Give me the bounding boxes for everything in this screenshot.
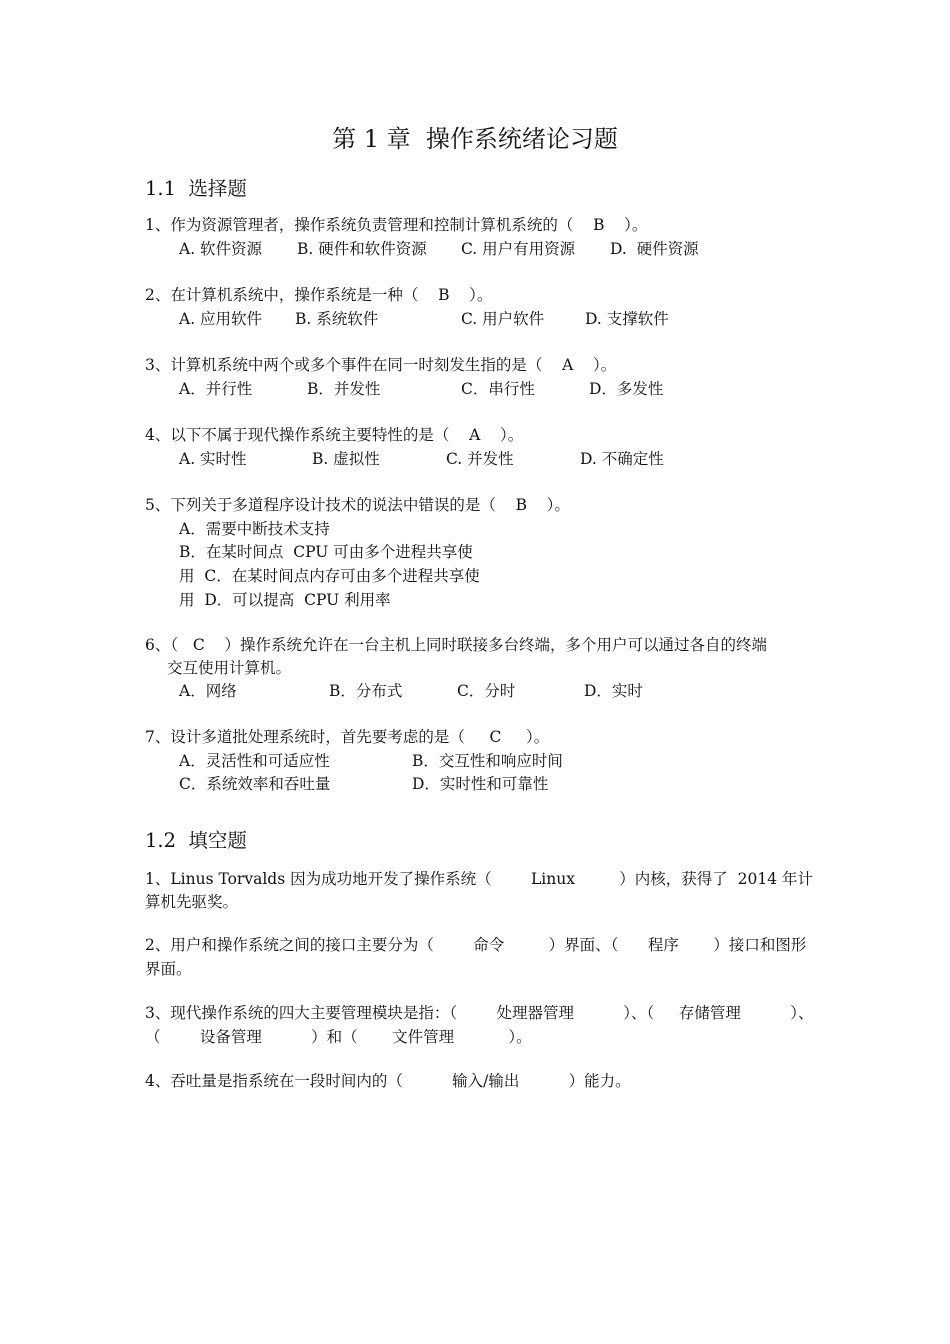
option-line: 用 C．在某时间点内存可由多个进程共享使 [179,567,480,585]
question-1: 1、作为资源管理者，操作系统负责管理和控制计算机系统的（ B ）。 [145,216,648,234]
option: D．实时 [584,682,643,700]
option: A．灵活性和可适应性 [179,752,330,770]
fill-item-3: 3、现代操作系统的四大主要管理模块是指：（ 处理器管理 ）、（ 存储管理 ）、 [145,1004,814,1022]
option: C．分时 [457,682,516,700]
option: B．分布式 [329,682,403,700]
option: D．实时性和可靠性 [412,775,549,793]
option: A．并行性 [179,380,253,398]
option: C. 用户软件 [461,310,545,328]
option-line: 用 D．可以提高 CPU 利用率 [179,591,391,609]
option: A. 软件资源 [179,240,263,258]
question-3: 3、计算机系统中两个或多个事件在同一时刻发生指的是（ A ）。 [145,356,617,374]
option-line: A．需要中断技术支持 [179,520,330,538]
question-2: 2、在计算机系统中，操作系统是一种（ B ）。 [145,286,493,304]
question-7: 7、设计多道批处理系统时，首先要考虑的是（ C ）。 [145,728,550,746]
option: A. 应用软件 [179,310,263,328]
option: B．并发性 [307,380,381,398]
option: D. 硬件资源 [610,240,699,258]
fill-item-4: 4、吞吐量是指系统在一段时间内的（ 输入/输出 ）能力。 [145,1072,631,1090]
fill-item-2: 2、用户和操作系统之间的接口主要分为（ 命令 ）界面、（ 程序 ）接口和图形 [145,936,807,954]
option: C．系统效率和吞吐量 [179,775,331,793]
page-title: 第 1 章 操作系统绪论习题 [332,125,618,153]
option: D. 不确定性 [580,450,664,468]
option: B．交互性和响应时间 [412,752,563,770]
option: A. 实时性 [179,450,247,468]
section-heading-fill: 1.2 填空题 [145,829,247,852]
option: C．串行性 [461,380,535,398]
option: B. 系统软件 [295,310,379,328]
fill-item-1: 1、Linus Torvalds 因为成功地开发了操作系统（ Linux ）内核，获得了 2014 年计 [145,870,814,888]
question-4: 4、以下不属于现代操作系统主要特性的是（ A ）。 [145,426,524,444]
option: C. 并发性 [446,450,514,468]
option: D. 支撑软件 [585,310,669,328]
section-heading-choice: 1.1 选择题 [145,177,247,200]
fill-item-1-continued: 算机先驱奖。 [145,893,239,911]
question-6-continued: 交互使用计算机。 [167,659,292,677]
option: B. 虚拟性 [312,450,380,468]
fill-item-2-continued: 界面。 [145,960,192,978]
option: A．网络 [179,682,237,700]
option: B. 硬件和软件资源 [297,240,427,258]
question-6: 6、（ C ）操作系统允许在一台主机上同时联接多台终端，多个用户可以通过各自的终端 [145,636,767,654]
option-line: B．在某时间点 CPU 可由多个进程共享使 [179,543,473,561]
option: C. 用户有用资源 [461,240,576,258]
question-5: 5、下列关于多道程序设计技术的说法中错误的是（ B ）。 [145,496,570,514]
option: D．多发性 [589,380,664,398]
fill-item-3-continued: （ 设备管理 ）和（ 文件管理 ）。 [145,1028,532,1046]
